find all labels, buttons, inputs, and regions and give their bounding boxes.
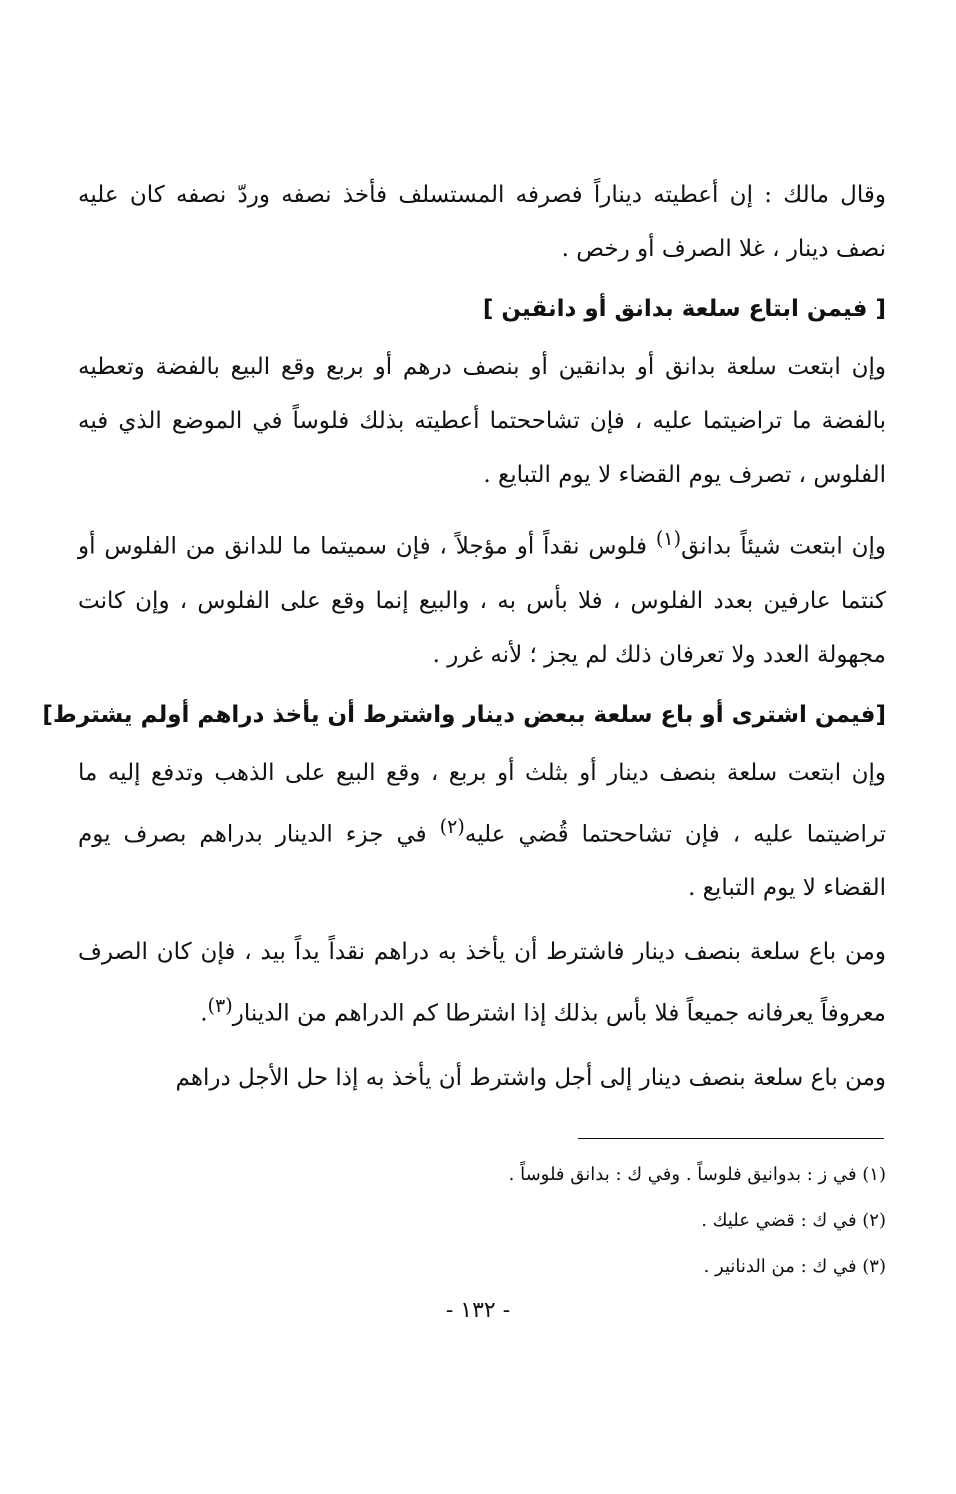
footnote-2: (٢) في ك : قضي عليك . bbox=[701, 1210, 886, 1231]
footnotes bbox=[78, 1152, 886, 1290]
paragraph-6: ومن باع سلعة بنصف دينار إلى أجل واشترط أن يأخذ به إذا حل الأجل دراهم bbox=[175, 1064, 886, 1091]
paragraph-3 bbox=[78, 512, 886, 682]
main-text bbox=[42, 168, 887, 1105]
footnote-ref-1: (١) bbox=[655, 527, 682, 550]
paragraph-4 bbox=[78, 746, 886, 916]
page-number: - ١٣٢ - bbox=[445, 1298, 511, 1323]
footnote-ref-3: (٣) bbox=[207, 994, 233, 1018]
paragraph-5 bbox=[78, 925, 886, 1041]
paragraph-5-text-a: ومن باع سلعة بنصف دينار فاشترط أن يأخذ به دراهم نقداً يداً بيد ، فإن كان الصرف معروفاً يعرفانه جميعاً فلا بأس بذلك إذا اشترطا كم الدراهم من الدينار bbox=[78, 939, 886, 1027]
paragraph-4-text-b: في جزء الدينار بدراهم بصرف يوم القضاء لا يوم التبايع . bbox=[78, 821, 886, 902]
section-heading-2: [فيمن اشترى أو باع سلعة ببعض دينار واشترط أن يأخذ دراهم أولم يشترط] bbox=[42, 701, 886, 728]
footnote-separator bbox=[578, 1138, 884, 1139]
footnote-ref-2: (٢) bbox=[439, 814, 465, 838]
paragraph-3-text-a: وإن ابتعت شيئاً بدانق bbox=[681, 533, 887, 560]
paragraph-5-text-b: . bbox=[200, 1000, 208, 1027]
section-heading-1: [ فيمن ابتاع سلعة بدانق أو دانقين ] bbox=[482, 296, 886, 322]
paragraph-3-text-b: فلوس نقداً أو مؤجلاً ، فإن سميتما ما للدانق من الفلوس أو كنتما عارفين بعدد الفلوس ، فلا بأس به ، والبيع إنما وقع على الفلوس ، وإن كانت مجهولة العدد ولا تعرفان ذلك لم يجز ؛ لأنه غرر . bbox=[78, 533, 886, 668]
footnote-3: (٣) في ك : من الدنانير . bbox=[703, 1256, 886, 1277]
footnote-1: (١) في ز : بدوانيق فلوساً . وفي ك : بدانق فلوساً . bbox=[508, 1164, 886, 1185]
paragraph-2: وإن ابتعت سلعة بدانق أو بدانقين أو بنصف درهم أو بربع وقع البيع بالفضة وتعطيه بالفضة ما تراضيتما عليه ، فإن تشاححتما أعطيته بذلك فلوساً في الموضع الذي فيه الفلوس ، تصرف يوم القضاء لا يوم التبايع . bbox=[78, 354, 886, 488]
paragraph-1: وقال مالك : إن أعطيته ديناراً فصرفه المستسلف فأخذ نصفه وردّ نصفه كان عليه نصف دينار ، غلا الصرف أو رخص . bbox=[78, 182, 886, 262]
paragraph-4-text-a: وإن ابتعت سلعة بنصف دينار أو بثلث أو بربع ، وقع البيع على الذهب وتدفع إليه ما تراضيتما عليه ، فإن تشاححتما قُضي عليه bbox=[78, 759, 886, 848]
